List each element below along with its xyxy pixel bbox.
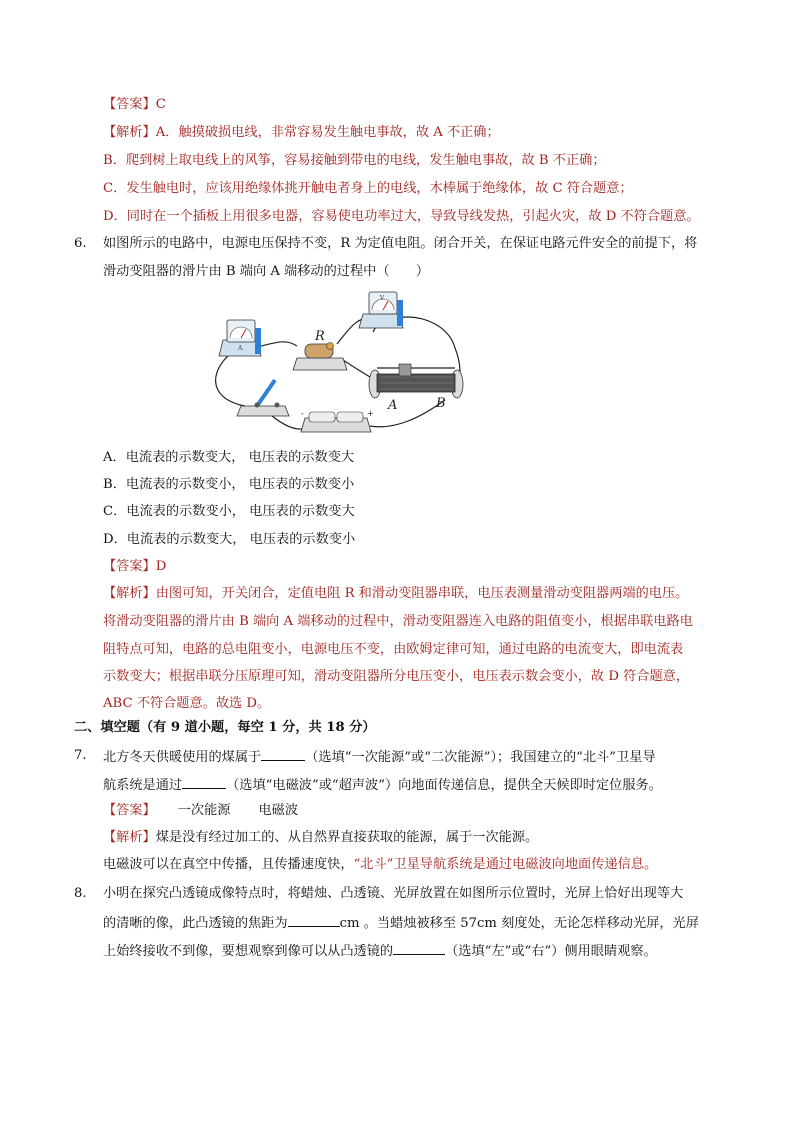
switch xyxy=(237,380,289,416)
stem-text: （选填“电磁波”或“超声波”）向地面传递信息，提供全天候即时定位服务。 xyxy=(226,778,662,793)
analysis-text: “北斗”卫星导航系统是通过电磁波向地面传递信息。 xyxy=(353,857,658,872)
stem-text: 的清晰的像，此凸透镜的焦距为 xyxy=(103,916,288,931)
circuit-figure xyxy=(205,288,475,438)
analysis-text: 电磁波可以在真空中传播，且传播速度快， xyxy=(103,857,354,872)
svg-text:A: A xyxy=(238,345,243,352)
q6-stem-line: 滑动变阻器的滑片由 B 端向 A 端移动的过程中（ ） xyxy=(103,264,430,279)
fill-blank xyxy=(182,774,226,789)
q5-answer xyxy=(103,95,166,115)
ammeter xyxy=(219,320,261,356)
q6-answer xyxy=(103,557,166,577)
q6-analysis-line xyxy=(103,584,688,604)
analysis-text: 煤是没有经过加工的、从自然界直接获取的能源，属于一次能源。 xyxy=(155,830,539,845)
battery xyxy=(301,409,374,432)
stem-text: （选填“左”或“右”）侧用眼睛观察。 xyxy=(445,944,657,959)
q6-analysis-line: 阻特点可知，电路的总电阻变小，电源电压不变，由欧姆定律可知，通过电路的电流变大，即电流表 xyxy=(103,642,684,657)
fill-blank xyxy=(393,940,445,955)
q7-answer xyxy=(103,801,298,821)
answer-value: 电磁波 xyxy=(258,803,299,818)
wire xyxy=(216,350,245,406)
q8-number: 8. xyxy=(74,886,87,901)
q6-analysis-line: ABC 不符合题意。故选 D。 xyxy=(103,696,271,711)
q7-stem-line xyxy=(103,746,656,768)
stem-text: （选填“一次能源”或“二次能源”）；我国建立的“北斗”卫星导 xyxy=(305,750,656,765)
svg-text:R: R xyxy=(315,329,325,344)
analysis-tag: 【解析】 xyxy=(103,830,156,845)
answer-tag: 【答案】 xyxy=(103,97,156,112)
svg-text:V: V xyxy=(380,295,385,302)
option-a: A．电流表的示数变大， 电压表的示数变大 xyxy=(103,450,355,465)
q6-analysis-line: 示数变大；根据串联分压原理可知，滑动变阻器所分电压变小，电压表示数会变小，故 D 符合题意， xyxy=(103,669,690,684)
resistor-r xyxy=(293,329,347,370)
answer-value: C xyxy=(155,97,166,112)
q6-stem-line: 如图所示的电路中，电源电压保持不变，R 为定值电阻。闭合开关，在保证电路元件安全的前提下，将 xyxy=(103,236,698,251)
stem-text: 上始终接收不到像，要想观察到像可以从凸透镜的 xyxy=(103,944,394,959)
svg-text:A: A xyxy=(388,398,398,413)
voltmeter xyxy=(359,292,403,328)
answer-value: D xyxy=(155,559,167,574)
stem-text: cm 。当蜡烛被移至 57cm 刻度处，无论怎样移动光屏，光屏 xyxy=(339,916,699,931)
stem-text: 航系统是通过 xyxy=(103,778,183,793)
section-title: 二、填空题（有 9 道小题，每空 1 分，共 18 分） xyxy=(74,720,376,735)
svg-text:+: + xyxy=(367,409,374,418)
analysis-tag: 【解析】 xyxy=(103,125,156,140)
q8-stem-line xyxy=(103,940,657,962)
q5-analysis-line: D．同时在一个插板上用很多电器，容易使电功率过大，导致导线发热，引起火灾，故 D 不符合题意。 xyxy=(103,209,700,224)
stem-text: 北方冬天供暖使用的煤属于 xyxy=(103,750,262,765)
answer-tag: 【答案】 xyxy=(103,559,156,574)
q7-stem-line xyxy=(103,774,662,796)
q7-number: 7. xyxy=(74,748,87,763)
q7-analysis-line xyxy=(103,828,538,848)
q6-analysis-line: 将滑动变阻器的滑片由 B 端向 A 端移动的过程中，滑动变阻器连入电路的阻值变小，根据串联电路电 xyxy=(103,614,693,629)
option-b: B．电流表的示数变小， 电压表的示数变小 xyxy=(103,477,355,492)
q5-analysis-line: B．爬到树上取电线上的风筝，容易接触到带电的电线，发生触电事故，故 B 不正确； xyxy=(103,153,606,168)
fill-blank xyxy=(288,912,340,927)
analysis-text: 由图可知，开关闭合，定值电阻 R 和滑动变阻器串联，电压表测量滑动变阻器两端的电压。 xyxy=(155,586,689,601)
analysis-tag: 【解析】 xyxy=(103,586,156,601)
svg-text:B: B xyxy=(436,396,446,411)
answer-tag: 【答案】 xyxy=(103,803,156,818)
answer-value: 一次能源 xyxy=(177,803,231,818)
option-d: D．电流表的示数变大， 电压表的示数变小 xyxy=(103,532,356,547)
analysis-text: A．触摸破损电线，非常容易发生触电事故，故 A 不正确； xyxy=(155,125,500,140)
q8-stem-line xyxy=(103,912,699,934)
q7-analysis-line xyxy=(103,855,657,875)
q5-analysis-line xyxy=(103,123,500,143)
q6-number: 6. xyxy=(74,236,87,251)
wire xyxy=(370,400,445,427)
rheostat xyxy=(369,364,463,413)
option-c: C．电流表的示数变小， 电压表的示数变大 xyxy=(103,504,355,519)
q5-analysis-line: C．发生触电时，应该用绝缘体挑开触电者身上的电线，木棒属于绝缘体，故 C 符合题意； xyxy=(103,181,633,196)
svg-text:-: - xyxy=(301,409,304,418)
fill-blank xyxy=(261,746,305,761)
q8-stem-line: 小明在探究凸透镜成像特点时，将蜡烛、凸透镜、光屏放置在如图所示位置时，光屏上恰好出现等大 xyxy=(103,886,684,901)
